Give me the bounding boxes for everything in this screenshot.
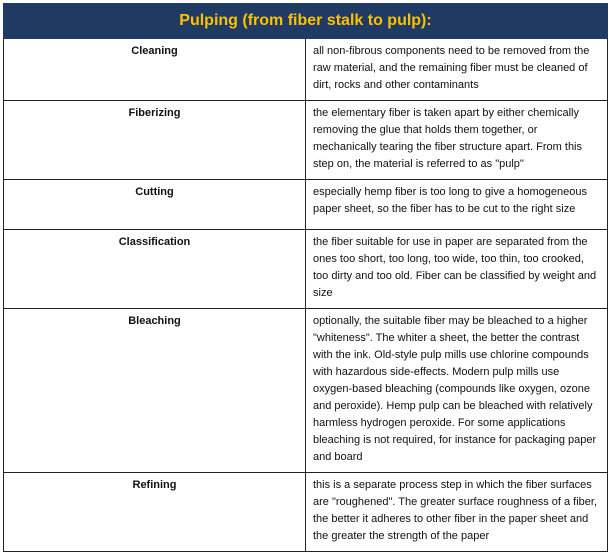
- pulping-table: [3, 3, 608, 552]
- step-name-bleaching: Bleaching: [4, 309, 306, 473]
- step-description-refining: this is a separate process step in which the fiber surfaces are "roughened". The greater surface roughness of a fiber, the better it adheres to other fiber in the paper sheet and the greater the strength of the paper: [306, 473, 608, 552]
- step-name-cutting: Cutting: [4, 180, 306, 230]
- table-row-cutting: [4, 180, 608, 230]
- step-description-cleaning: all non-fibrous components need to be removed from the raw material, and the remaining fiber must be cleaned of dirt, rocks and other contaminants: [306, 39, 608, 101]
- step-name-fiberizing: Fiberizing: [4, 101, 306, 180]
- step-name-cleaning: Cleaning: [4, 39, 306, 101]
- step-name-classification: Classification: [4, 230, 306, 309]
- step-name-refining: Refining: [4, 473, 306, 552]
- step-description-classification: the fiber suitable for use in paper are separated from the ones too short, too long, too wide, too thin, too crooked, too dirty and too old. Fiber can be classified by weight and size: [306, 230, 608, 309]
- table-row-cleaning: [4, 39, 608, 101]
- table-row-fiberizing: [4, 101, 608, 180]
- step-description-bleaching: optionally, the suitable fiber may be bleached to a higher "whiteness". The whiter a sheet, the better the contrast with the ink. Old-style pulp mills use chlorine compounds with hazardous side-effects. Modern pulp mills use oxygen-based bleaching (compounds like oxygen, ozone and peroxide). Hemp pulp can be bleached with relatively harmless hydrogen peroxide. For some applications bleaching is not required, for instance for packaging paper and board: [306, 309, 608, 473]
- table-row-classification: [4, 230, 608, 309]
- step-description-fiberizing: the elementary fiber is taken apart by either chemically removing the glue that holds them together, or mechanically tearing the fiber structure apart. From this step on, the material is referred to as "pulp": [306, 101, 608, 180]
- table-title: Pulping (from fiber stalk to pulp):: [4, 4, 608, 39]
- pulping-table-container: [3, 3, 608, 552]
- table-header-row: [4, 4, 608, 39]
- step-description-cutting: especially hemp fiber is too long to give a homogeneous paper sheet, so the fiber has to be cut to the right size: [306, 180, 608, 230]
- table-row-bleaching: [4, 309, 608, 473]
- table-row-refining: [4, 473, 608, 552]
